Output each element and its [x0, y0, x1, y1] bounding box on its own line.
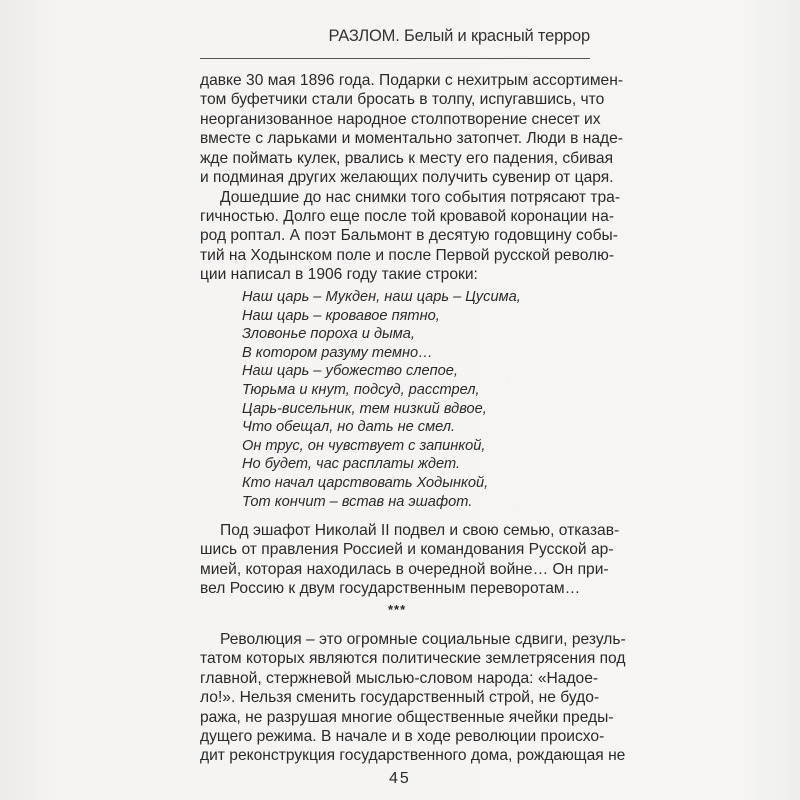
- text-line: ража, не разрушая многие общественные ячейки преды-: [200, 708, 614, 726]
- poem-line: Но будет, час расплаты ждет.: [242, 456, 461, 473]
- poem-line: Наш царь – Мукден, наш царь – Цусима,: [242, 289, 521, 305]
- text-line: неорганизованное народное столпотворение снесет их: [200, 110, 601, 128]
- poem-line: Царь-висельник, тем низкий вдвое,: [242, 400, 487, 417]
- text-line: и подминая других желающих получить сувенир от царя.: [200, 168, 614, 186]
- section-separator: ***: [388, 602, 407, 617]
- text-line: том буфетчики стали бросать в толпу, испугавшись, что: [200, 91, 605, 109]
- text-line: ло!». Нельзя сменить государственный строй, не будо-: [200, 689, 600, 707]
- poem-line: Тот кончит – встав на эшафот.: [242, 493, 473, 510]
- poem-line: Тюрьма и кнут, подсуд, расстрел,: [242, 381, 480, 398]
- paragraph-1: [200, 71, 624, 187]
- poem-line: Он трус, он чувствует с запинкой,: [242, 437, 486, 454]
- poem-line: Наш царь – убожество слепое,: [242, 363, 458, 380]
- text-line: давке 30 мая 1896 года. Подарки с нехитрым ассортимен-: [200, 72, 624, 89]
- text-line: дущего режима. В начале и в ходе революции происхо-: [200, 727, 605, 745]
- paragraph-3: [200, 521, 620, 599]
- running-header: РАЗЛОМ. Белый и красный террор: [328, 27, 590, 45]
- poem-line: Наш царь – кровавое пятно,: [242, 307, 440, 324]
- paragraph-4: [200, 630, 626, 766]
- text-line: мией, которая находилась в очередной войне… Он при-: [200, 560, 609, 578]
- text-line: гичностью. Долго еще после той кровавой коронации на-: [200, 207, 615, 225]
- text-line: Под эшафот Николай II подвел и свою семью, отказав-: [220, 522, 620, 539]
- text-line: тий на Ходынском поле и после Первой русской револю-: [200, 246, 615, 264]
- text-line: шись от правления Россией и командования Русской ар-: [200, 541, 614, 559]
- paragraph-2: [200, 188, 621, 285]
- poem-line: В котором разуму темно…: [242, 344, 433, 361]
- text-line: жде поймать кулек, рвались к месту его падения, сбивая: [200, 149, 614, 167]
- poem: [242, 288, 521, 511]
- text-line: ции написал в 1906 году такие строки:: [200, 266, 478, 284]
- text-line: Дошедшие до нас снимки того события потрясают тра-: [220, 188, 621, 206]
- poem-line: Зловонье пороха и дыма,: [242, 326, 415, 343]
- text-line: род роптал. А поэт Бальмонт в десятую годовщину собы-: [200, 227, 618, 245]
- text-line: вместе с ларьками и моментально затопчет. Люди в наде-: [200, 130, 624, 148]
- text-line: вел Россию к двум государственным переворотам…: [200, 580, 581, 598]
- poem-line: Что обещал, но дать не смел.: [242, 419, 455, 436]
- poem-line: Кто начал царствовать Ходынкой,: [242, 474, 489, 491]
- text-line: татом которых являются политические землетрясения под: [200, 650, 626, 668]
- text-line: главной, стержневой мыслью-словом народа: «Надое-: [200, 669, 599, 687]
- text-line: дит реконструкция государственного дома, рождающая не: [200, 747, 626, 765]
- page-number: 45: [389, 770, 411, 787]
- text-line: Революция – это огромные социальные сдвиги, резуль-: [220, 631, 626, 648]
- header-rule: [200, 58, 590, 59]
